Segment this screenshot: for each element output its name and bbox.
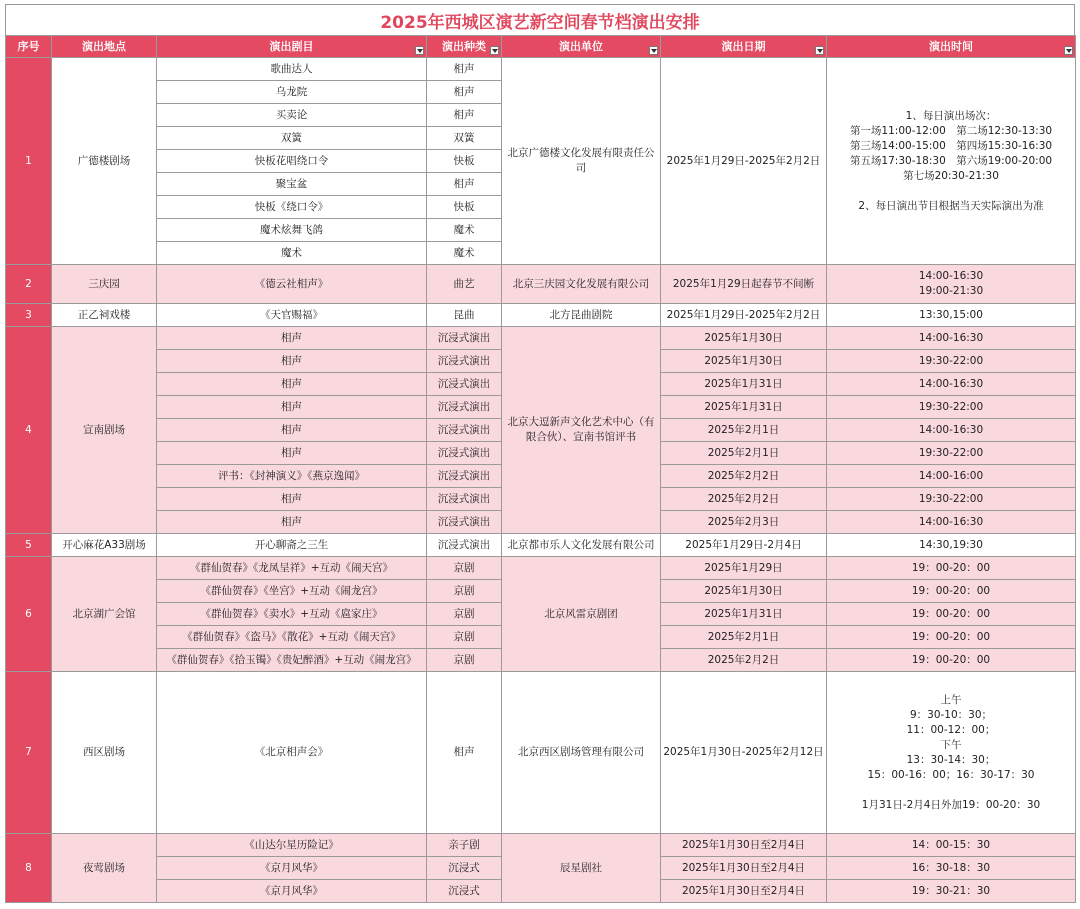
cell-date: 2025年1月30日至2月4日 [661, 857, 827, 880]
cell-type: 快板 [427, 150, 502, 173]
cell-show: 双簧 [157, 127, 427, 150]
cell-type: 沉浸式 [427, 857, 502, 880]
cell-time: 13:30,15:00 [827, 304, 1076, 327]
cell-show: 《德云社相声》 [157, 265, 427, 304]
cell-time: 19：00-20：00 [827, 557, 1076, 580]
cell-unit: 北京三庆园文化发展有限公司 [502, 265, 661, 304]
table-row [6, 557, 1076, 580]
cell-type: 京剧 [427, 557, 502, 580]
cell-unit: 辰星剧社 [502, 834, 661, 903]
filter-dropdown-icon[interactable] [415, 46, 424, 55]
cell-show: 聚宝盆 [157, 173, 427, 196]
cell-show: 魔术 [157, 242, 427, 265]
cell-date: 2025年1月31日 [661, 603, 827, 626]
cell-show: 相声 [157, 396, 427, 419]
cell-date: 2025年1月29日 [661, 557, 827, 580]
cell-date: 2025年1月29日起春节不间断 [661, 265, 827, 304]
cell-time: 14:00-16:30 19:00-21:30 [827, 265, 1076, 304]
header-seq: 序号 [6, 36, 52, 58]
cell-time: 上午 9：30-10：30； 11：00-12：00； 下午 13：30-14：30； 15：00-16：00；16：30-17：30 1月31日-2月4日外加19：00-20：30 [827, 672, 1076, 834]
table-row [6, 672, 1076, 834]
cell-date: 2025年1月30日至2月4日 [661, 880, 827, 903]
cell-type: 沉浸式演出 [427, 488, 502, 511]
cell-date: 2025年2月2日 [661, 649, 827, 672]
cell-type: 相声 [427, 173, 502, 196]
cell-type: 京剧 [427, 649, 502, 672]
cell-date: 2025年1月31日 [661, 373, 827, 396]
cell-show: 《北京相声会》 [157, 672, 427, 834]
cell-type: 沉浸式演出 [427, 373, 502, 396]
table-row [6, 304, 1076, 327]
cell-type: 京剧 [427, 580, 502, 603]
cell-time: 14：00-15：30 [827, 834, 1076, 857]
cell-type: 双簧 [427, 127, 502, 150]
cell-seq: 2 [6, 265, 52, 304]
cell-type: 京剧 [427, 603, 502, 626]
cell-time: 14:00-16:00 [827, 465, 1076, 488]
cell-type: 沉浸式演出 [427, 442, 502, 465]
cell-type: 亲子剧 [427, 834, 502, 857]
cell-show: 开心聊斋之三生 [157, 534, 427, 557]
cell-unit: 北京西区剧场管理有限公司 [502, 672, 661, 834]
header-type: 演出种类 [427, 36, 502, 58]
cell-venue: 广德楼剧场 [52, 58, 157, 265]
filter-dropdown-icon[interactable] [1064, 46, 1073, 55]
cell-date: 2025年1月29日-2025年2月2日 [661, 58, 827, 265]
cell-date: 2025年1月30日 [661, 580, 827, 603]
header-date: 演出日期 [661, 36, 827, 58]
cell-date: 2025年1月30日 [661, 327, 827, 350]
cell-date: 2025年2月1日 [661, 626, 827, 649]
cell-date: 2025年2月2日 [661, 465, 827, 488]
cell-show: 相声 [157, 350, 427, 373]
cell-show: 《群仙贺春》《卖水》+互动《扈家庄》 [157, 603, 427, 626]
table-row [6, 534, 1076, 557]
cell-venue: 三庆园 [52, 265, 157, 304]
cell-type: 沉浸式演出 [427, 419, 502, 442]
cell-seq: 3 [6, 304, 52, 327]
cell-date: 2025年1月31日 [661, 396, 827, 419]
schedule-table [5, 35, 1076, 903]
cell-time: 19:30-22:00 [827, 396, 1076, 419]
cell-date: 2025年1月30日 [661, 350, 827, 373]
cell-show: 相声 [157, 419, 427, 442]
cell-show: 评书：《封神演义》《燕京逸闻》 [157, 465, 427, 488]
header-unit: 演出单位 [502, 36, 661, 58]
cell-seq: 7 [6, 672, 52, 834]
header-venue: 演出地点 [52, 36, 157, 58]
table-row [6, 834, 1076, 857]
cell-seq: 4 [6, 327, 52, 534]
cell-venue: 西区剧场 [52, 672, 157, 834]
cell-show: 魔术炫舞飞鸽 [157, 219, 427, 242]
cell-type: 快板 [427, 196, 502, 219]
filter-dropdown-icon[interactable] [649, 46, 658, 55]
cell-type: 相声 [427, 672, 502, 834]
cell-show: 《群仙贺春》《拾玉镯》《贵妃醉酒》+互动《闹龙宫》 [157, 649, 427, 672]
cell-type: 曲艺 [427, 265, 502, 304]
header-time: 演出时间 [827, 36, 1076, 58]
cell-time: 19：30-21：30 [827, 880, 1076, 903]
cell-show: 乌龙院 [157, 81, 427, 104]
header-row [6, 36, 1076, 58]
cell-type: 昆曲 [427, 304, 502, 327]
cell-date: 2025年1月29日-2月4日 [661, 534, 827, 557]
cell-venue: 开心麻花A33剧场 [52, 534, 157, 557]
cell-show: 《群仙贺春》《坐宫》+互动《闹龙宫》 [157, 580, 427, 603]
cell-date: 2025年1月30日至2月4日 [661, 834, 827, 857]
cell-time: 1、每日演出场次： 第一场11:00-12:00 第二场12:30-13:30 第三场14:00-15:00 第四场15:30-16:30 第五场17:30-18:30 第六场19:00-20:00 第七场20:30-21:30 2、每日演出节目根据当天实际演出为准 [827, 58, 1076, 265]
cell-show: 相声 [157, 488, 427, 511]
cell-type: 魔术 [427, 219, 502, 242]
cell-unit: 北京大逗新声文化艺术中心（有限合伙）、宣南书馆评书 [502, 327, 661, 534]
cell-show: 《京月风华》 [157, 857, 427, 880]
cell-venue: 宣南剧场 [52, 327, 157, 534]
table-row [6, 265, 1076, 304]
cell-date: 2025年2月1日 [661, 442, 827, 465]
cell-seq: 1 [6, 58, 52, 265]
cell-show: 《群仙贺春》《盗马》《散花》+互动《闹天宫》 [157, 626, 427, 649]
cell-show: 快板花唱绕口令 [157, 150, 427, 173]
cell-unit: 北方昆曲剧院 [502, 304, 661, 327]
cell-time: 14:00-16:30 [827, 511, 1076, 534]
cell-time: 19：00-20：00 [827, 580, 1076, 603]
cell-time: 19:30-22:00 [827, 442, 1076, 465]
cell-type: 沉浸式 [427, 880, 502, 903]
table-row [6, 58, 1076, 81]
cell-date: 2025年2月2日 [661, 488, 827, 511]
cell-type: 京剧 [427, 626, 502, 649]
cell-date: 2025年2月3日 [661, 511, 827, 534]
cell-show: 相声 [157, 373, 427, 396]
cell-unit: 北京广德楼文化发展有限责任公司 [502, 58, 661, 265]
cell-type: 沉浸式演出 [427, 511, 502, 534]
cell-type: 沉浸式演出 [427, 465, 502, 488]
cell-show: 《山达尔星历险记》 [157, 834, 427, 857]
cell-type: 相声 [427, 81, 502, 104]
cell-time: 19:30-22:00 [827, 488, 1076, 511]
cell-show: 《京月风华》 [157, 880, 427, 903]
cell-show: 《群仙贺春》《龙凤呈祥》+互动《闹天宫》 [157, 557, 427, 580]
cell-time: 19:30-22:00 [827, 350, 1076, 373]
cell-time: 14:30,19:30 [827, 534, 1076, 557]
cell-time: 14:00-16:30 [827, 419, 1076, 442]
filter-dropdown-icon[interactable] [490, 46, 499, 55]
cell-type: 相声 [427, 104, 502, 127]
cell-time: 16：30-18：30 [827, 857, 1076, 880]
table-row [6, 327, 1076, 350]
cell-show: 快板《绕口令》 [157, 196, 427, 219]
cell-type: 相声 [427, 58, 502, 81]
cell-seq: 6 [6, 557, 52, 672]
cell-type: 沉浸式演出 [427, 534, 502, 557]
cell-show: 《天官赐福》 [157, 304, 427, 327]
cell-unit: 北京都市乐人文化发展有限公司 [502, 534, 661, 557]
sheet-title: 2025年西城区演艺新空间春节档演出安排 [5, 4, 1075, 35]
cell-venue: 北京湖广会馆 [52, 557, 157, 672]
cell-show: 相声 [157, 327, 427, 350]
cell-type: 沉浸式演出 [427, 327, 502, 350]
cell-seq: 5 [6, 534, 52, 557]
cell-show: 相声 [157, 442, 427, 465]
schedule-sheet [5, 4, 1075, 903]
cell-date: 2025年1月30日-2025年2月12日 [661, 672, 827, 834]
cell-time: 14:00-16:30 [827, 373, 1076, 396]
cell-date: 2025年2月1日 [661, 419, 827, 442]
cell-type: 沉浸式演出 [427, 350, 502, 373]
cell-unit: 北京风雷京剧团 [502, 557, 661, 672]
cell-time: 19：00-20：00 [827, 626, 1076, 649]
cell-show: 买卖论 [157, 104, 427, 127]
cell-show: 相声 [157, 511, 427, 534]
cell-time: 14:00-16:30 [827, 327, 1076, 350]
cell-venue: 夜莺剧场 [52, 834, 157, 903]
header-show: 演出剧目 [157, 36, 427, 58]
filter-dropdown-icon[interactable] [815, 46, 824, 55]
cell-time: 19：00-20：00 [827, 603, 1076, 626]
cell-show: 歌曲达人 [157, 58, 427, 81]
cell-venue: 正乙祠戏楼 [52, 304, 157, 327]
cell-type: 魔术 [427, 242, 502, 265]
cell-seq: 8 [6, 834, 52, 903]
cell-time: 19：00-20：00 [827, 649, 1076, 672]
cell-type: 沉浸式演出 [427, 396, 502, 419]
cell-date: 2025年1月29日-2025年2月2日 [661, 304, 827, 327]
